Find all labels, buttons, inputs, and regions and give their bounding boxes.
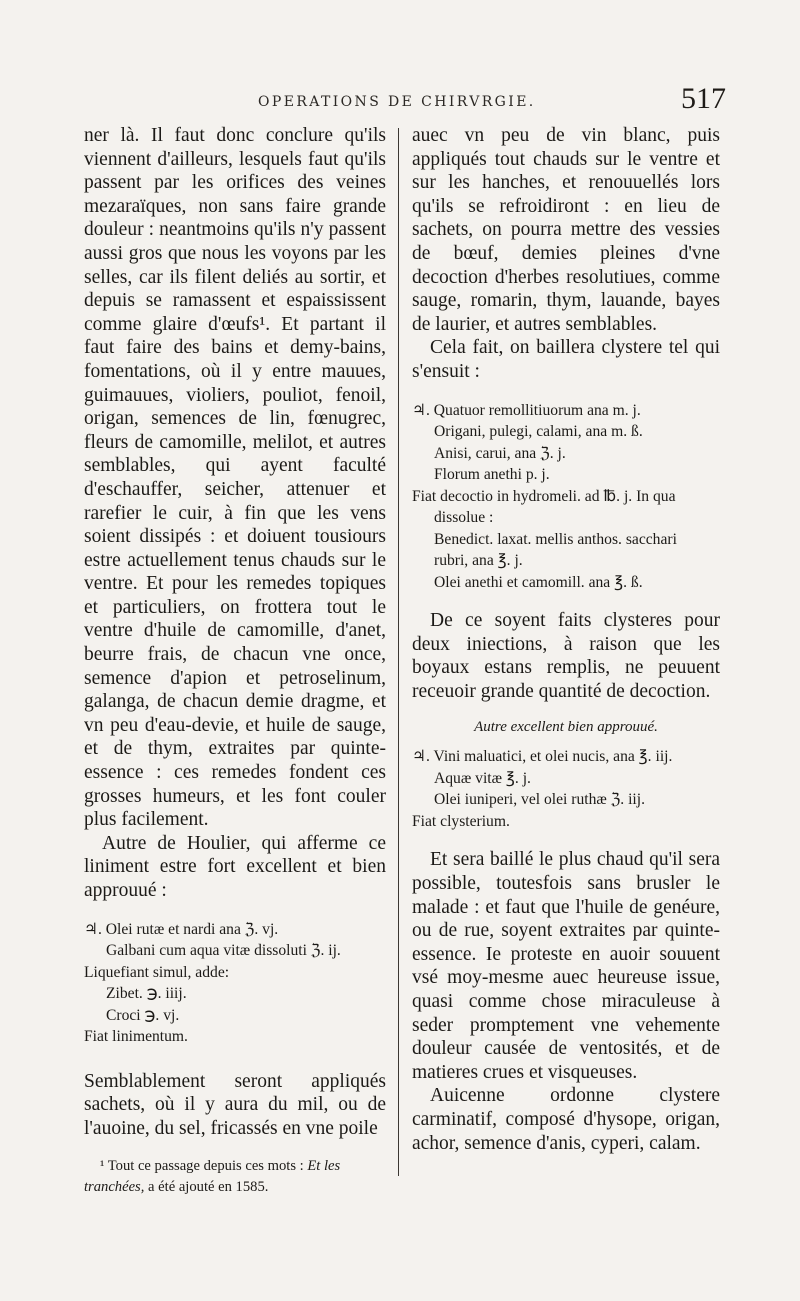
recipe-line: Olei iuniperi, vel olei ruthæ ℨ. iij. (434, 791, 645, 809)
recipe-line: Fiat decoctio in hydromeli. ad ℔. j. In qua (412, 487, 676, 505)
right-paragraph-2: Cela fait, on baillera clystere tel qui s'ensuit : (412, 337, 720, 382)
recipe-line: Aquæ vitæ ℥. j. (434, 769, 531, 787)
right-paragraph-3: De ce soyent faits clysteres pour deux iniections, à raison que les boyaux estans remplis, ne peuuent receuoir grande quantité de decoction. (412, 610, 720, 702)
right-recipe-1 (412, 400, 720, 594)
recipe-line: Liquefiant simul, adde: (84, 963, 230, 981)
page-number: 517 (681, 82, 726, 115)
right-recipe-2 (412, 746, 720, 832)
left-column (84, 124, 386, 1198)
recipe-line: Olei anethi et camomill. ana ℥. ß. (434, 573, 643, 591)
left-paragraph-1: ner là. Il faut donc conclure qu'ils viennent d'ailleurs, lesquels faut qu'ils passent par les orifices des veines mezaraïques, non sans faire grande douleur : neantmoins qu'ils n'y passent aussi gros que nous les voyons par les selles, car ils filent deliés au sortir, et depuis se ramassent et espaississent comme glaire d'œufs¹. Et partant il faut faire des bains et demy-bains, fomentations, où il y entre mauues, guimauues, violiers, pouliot, fenoil, origan, semences de lin, fœnugrec, fleurs de camomille, melilot, et autres semblables, qui ayent faculté d'eschauffer, seicher, attenuer et rarefier le cuir, à fin que les vens soient dissipés : et doiuent tousiours estre actuellement tenus chauds sur le ventre. Et pour les remedes topiques et particuliers, on frottera tout le ventre d'huile de camomille, d'anet, beurre frais, de chacun vne once, semence d'apion et petroselinum, galanga, de chacun demie dragme, et vn peu d'eau-devie, et huile de sauge, et de thym, extraites par quinte-essence : ces remedes fondent ces grosses humeurs, et les font couler plus facilement. (84, 125, 386, 831)
recipe-line: Croci ℈. vj. (106, 1006, 180, 1024)
right-paragraph-4: Et sera baillé le plus chaud qu'il sera possible, toutesfois sans brusler le malade : et faut que l'huile de genéure, ou de rue, soyent extraites par quinte-essence. Ie proteste en auoir souuent vsé moy-mesme auec heureuse issue, quasi comme chose miraculeuse à seder promptement vne vehemente douleur causée de ventosités, et de matieres crues et visqueuses. (412, 849, 720, 1083)
footnote-prefix: ¹ Tout ce passage depuis ces mots : (100, 1158, 304, 1175)
footnote-italic: Et les tranchées, (84, 1158, 341, 1196)
running-title: OPERATIONS DE CHIRVRGIE. (258, 94, 536, 110)
recipe-line: ♃. Olei rutæ et nardi ana ℨ. vj. (84, 920, 279, 938)
left-recipe (84, 919, 386, 1048)
recipe-line: dissolue : (434, 509, 494, 527)
recipe-line: Fiat clysterium. (412, 812, 510, 830)
recipe-line: Zibet. ℈. iiij. (106, 985, 187, 1003)
left-paragraph-2: Autre de Houlier, qui afferme ce liniment estre fort excellent et bien approuué : (84, 832, 386, 901)
right-column (412, 124, 720, 1155)
right-paragraph-5: Auicenne ordonne clystere carminatif, composé d'hysope, origan, achor, semence d'anis, cyperi, calam. (412, 1085, 720, 1154)
footnote (84, 1156, 386, 1198)
left-paragraph-3: Semblablement seront appliqués sachets, où il y aura du mil, ou de l'auoine, du sel, fricassés en vne poile (84, 1070, 386, 1139)
recipe-line: Fiat linimentum. (84, 1028, 188, 1046)
recipe-line: Florum anethi p. j. (434, 466, 550, 484)
recipe-line: Galbani cum aqua vitæ dissoluti ℨ. ij. (106, 942, 341, 960)
recipe-line: ♃. Quatuor remollitiuorum ana m. j. (412, 401, 641, 419)
section-caption: Autre excellent bien approuué. (474, 719, 658, 736)
column-divider (398, 128, 399, 1176)
recipe-line: Anisi, carui, ana ℨ. j. (434, 444, 566, 462)
recipe-line: rubri, ana ℥. j. (434, 552, 523, 570)
recipe-line: ♃. Vini maluatici, et olei nucis, ana ℥. iij. (412, 748, 673, 766)
recipe-line: Origani, pulegi, calami, ana m. ß. (434, 423, 643, 441)
page-header (80, 82, 726, 122)
footnote-suffix: a été ajouté en 1585. (148, 1179, 269, 1196)
right-paragraph-1: auec vn peu de vin blanc, puis appliqués tout chauds sur le ventre et sur les hanches, et renouuellés lors qu'ils se refroidiront : en lieu de sachets, on pourra mettre des vessies de bœuf, demies pleines d'vne decoction d'herbes resolutiues, comme sauge, romarin, thym, lauande, bayes de laurier, et autres semblables. (412, 125, 720, 335)
recipe-line: Benedict. laxat. mellis anthos. sacchari (434, 530, 677, 548)
